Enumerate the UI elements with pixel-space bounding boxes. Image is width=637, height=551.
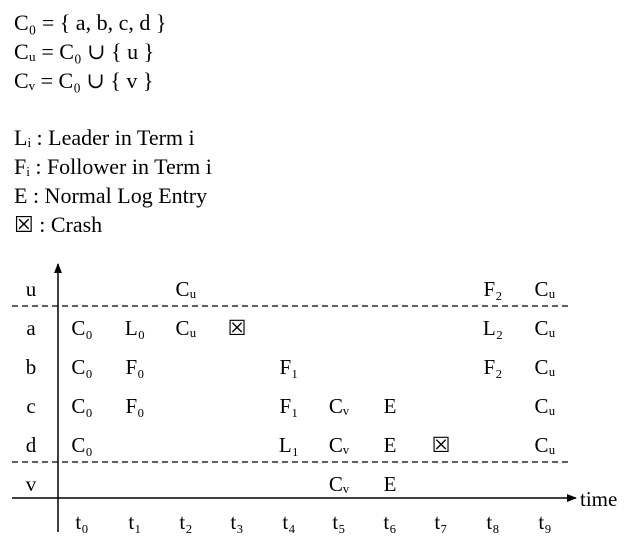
time-tick-label: t₄ — [282, 510, 296, 534]
log-entry: Cᵤ — [175, 316, 197, 340]
log-entry: Cᵤ — [534, 316, 556, 340]
legend-normal-entry: E : Normal Log Entry — [14, 183, 208, 208]
time-ticks — [75, 510, 551, 534]
log-entry: Cᵤ — [534, 355, 556, 379]
time-tick-label: t₁ — [128, 510, 142, 534]
legend-follower: Fᵢ : Follower in Term i — [14, 154, 212, 179]
legend-crash: ☒ : Crash — [14, 212, 103, 237]
log-entry: F₀ — [125, 355, 145, 379]
log-entry: F₂ — [483, 277, 503, 301]
log-entry: F₂ — [483, 355, 503, 379]
legend-leader: Lᵢ : Leader in Term i — [14, 125, 195, 150]
time-tick-label: t₃ — [230, 510, 244, 534]
log-entry: F₀ — [125, 394, 145, 418]
log-entry: C₀ — [71, 433, 93, 457]
log-entry: E — [383, 433, 397, 457]
log-entry: F₁ — [279, 394, 299, 418]
log-entry: C₀ — [71, 394, 93, 418]
log-entry: L₁ — [278, 433, 300, 457]
time-axis-label: time — [580, 487, 618, 511]
log-entry: Cᵤ — [534, 433, 556, 457]
log-entry: L₂ — [482, 316, 504, 340]
row-label-v: v — [25, 472, 37, 496]
row-label-b: b — [25, 355, 37, 379]
log-entry: F₁ — [279, 355, 299, 379]
node-rows — [26, 277, 556, 496]
log-entry: Cᵥ — [328, 394, 350, 418]
row-label-a: a — [26, 316, 36, 340]
time-tick-label: t₆ — [383, 510, 397, 534]
log-entry: Cᵤ — [534, 277, 556, 301]
cu-definition: Cᵤ = C₀ ∪ { u } — [14, 39, 155, 64]
log-entry: C₀ — [71, 355, 93, 379]
log-entry: C₀ — [71, 316, 93, 340]
log-entry: L₀ — [124, 316, 146, 340]
cv-definition: Cᵥ = C₀ ∪ { v } — [14, 68, 154, 93]
log-entry: Cᵥ — [328, 472, 350, 496]
c0-definition: C₀ = { a, b, c, d } — [14, 10, 167, 35]
log-entry: E — [383, 472, 397, 496]
crash-icon: ☒ — [431, 433, 451, 457]
time-tick-label: t₉ — [538, 510, 552, 534]
crash-icon: ☒ — [227, 316, 247, 340]
time-tick-label: t₀ — [75, 510, 89, 534]
row-label-d: d — [25, 433, 37, 457]
time-tick-label: t₈ — [486, 510, 500, 534]
log-entry: Cᵤ — [534, 394, 556, 418]
row-label-u: u — [25, 277, 37, 301]
time-tick-label: t₅ — [332, 510, 346, 534]
time-tick-label: t₇ — [434, 510, 448, 534]
time-tick-label: t₂ — [179, 510, 193, 534]
row-label-c: c — [26, 394, 36, 418]
log-entry: Cᵤ — [175, 277, 197, 301]
log-entry: E — [383, 394, 397, 418]
log-entry: Cᵥ — [328, 433, 350, 457]
